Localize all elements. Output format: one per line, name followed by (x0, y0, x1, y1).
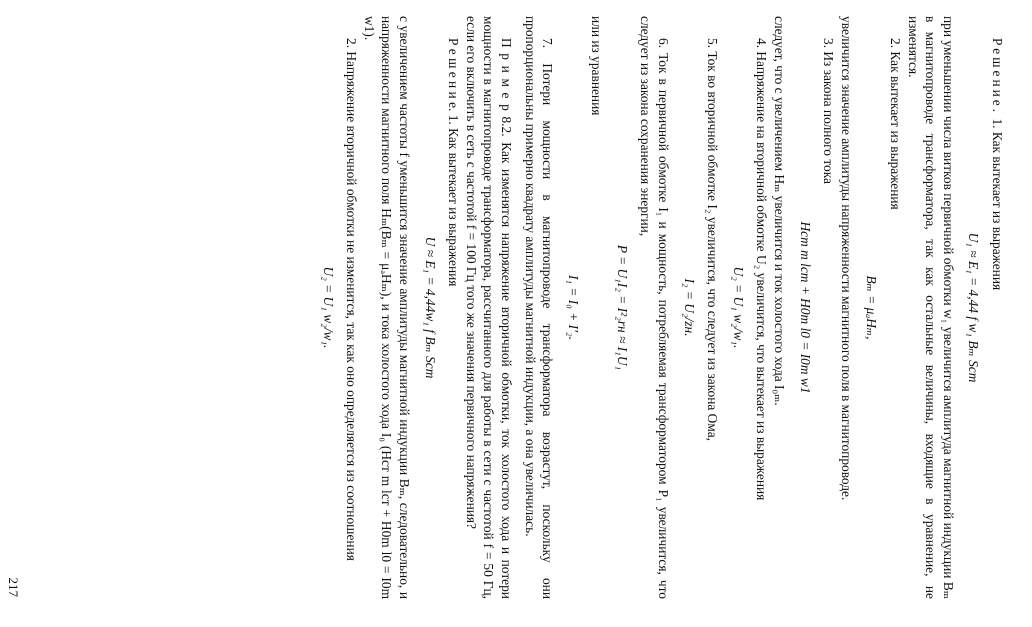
equation: P = U₁I₂ = I²₂rн ≈ I₁U₁ (614, 244, 630, 371)
equation: I₂ = U₂/zн. (681, 278, 697, 337)
paragraph: 6. Ток в первичной обмотке I₁ и мощность, потребляемая трансформатором P₁ увеличится, что следует из закона сохранения энергии, (638, 16, 672, 599)
example-paragraph (462, 16, 515, 599)
solution-heading-1 (988, 16, 1006, 599)
paragraph: 4. Напряжение на вторичной обмотке U₂ увеличится, что вытекает из выражения (754, 38, 770, 501)
paragraph: увеличится значение амплитуды напряженности магнитного поля в магнитопроводе. (838, 16, 854, 501)
paragraph: 7. Потери мощности в магнитопроводе трансформатора возрастут, поскольку они пропорциональны примерно квадрату амплитуды магнитной индукции, а она увеличилась. (522, 16, 556, 599)
paragraph: 1. Как вытекает из выражения (446, 114, 462, 287)
paragraph: следует, что с увеличением Hₘ увеличится и ток холостого хода I₀ₘ. (772, 16, 788, 406)
equation: I₁ = I₀ + I′₂. (565, 274, 581, 341)
equation: U₁ ≈ E₁ = 4,44 f w₁ Bₘ Sст (966, 232, 982, 383)
page-number: 217 (5, 577, 21, 597)
example-label: П р и м е р 8.2. (498, 38, 514, 137)
equation: Bₘ = μₐHₘ, (864, 275, 880, 340)
equation: Hст m lст + H0m l0 = I0m w1 (797, 221, 813, 394)
equation: U₂ = U₁ w₂/w₁. (730, 266, 746, 349)
paragraph: с увеличением частоты f уменьшится значение амплитуды магнитной индукции Bₘ, следовательно, и напряженности магнитного поля Hₘ(Bₘ = μₐHₘ), и тока холостого хода I₀ (Hст m lст + H0m l0 = I0m w1). (361, 16, 412, 599)
solution-label: Р е ш е н и е. (446, 38, 462, 112)
paragraph: при уменьшении числа витков первичной обмотки w₁ увеличится амплитуда магнитной индукции Bₘ в магнитопроводе трансформатора, так как остальные величины, входящие в уравнение, не изменятся. (905, 16, 956, 599)
solution-label: Решение. (990, 38, 1005, 116)
paragraph: 2. Как вытекает из выражения (888, 38, 904, 210)
example-text: Как изменятся напряжение вторичной обмотки, ток холостого хода и потери мощности в магнитопроводе трансформатора, рассчитанного для работы в сети с частотой f = 50 Гц, если его включить в сеть с частотой f = 100 Гц того же значения первичного напряжения? (463, 16, 514, 599)
paragraph: 3. Из закона полного тока (821, 38, 837, 184)
solution-heading-2 (445, 16, 463, 599)
equation: U ≈ E₁ = 4,44w₁ f Bₘ Sст (422, 236, 438, 379)
equation: U₂ = U₁ w₂/w₁. (320, 266, 336, 349)
paragraph: 2. Напряжение вторичной обмотки не изменится, так как оно определяется из соотношения (344, 38, 360, 561)
paragraph: 5. Ток во вторичной обмотке I₂ увеличится, что следует из закона Ома, (705, 38, 721, 441)
paragraph: или из уравнения (589, 16, 605, 116)
paragraph: 1. Как вытекает из выражения (990, 118, 1005, 291)
